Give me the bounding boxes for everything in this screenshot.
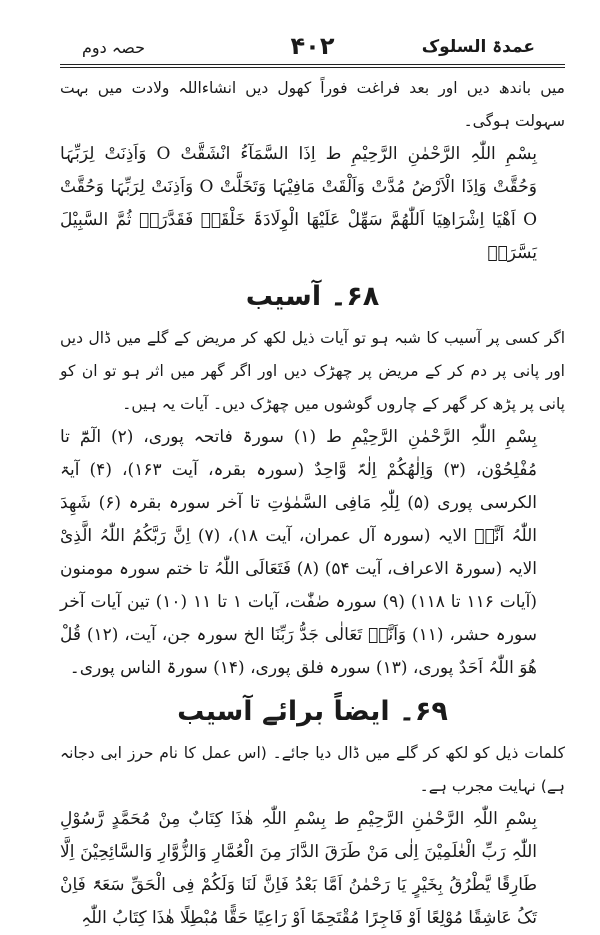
book-title: عمدۃ السلوک	[421, 37, 535, 57]
section-heading-68	[60, 274, 565, 320]
header-rule-top	[60, 64, 565, 65]
section-69-arabic-text: بِسْمِ اللّٰہِ الرَّحْمٰنِ الرَّحِیْمِ ط بِسْمِ اللّٰہِ ھٰذَا کِتَابٌ مِنْ مُحَمَّدٍ رَّسُوْلِ اللّٰہِ رَبِّ الْعٰلَمِیْنَ اِلٰی مَنْ طَرَقَ الدَّارَ مِنَ الْعُمَّارِ وَالزُّوَّارِ وَالسَّائِحِیْنَ اِلَّا طَارِقًا یَّطْرُقُ بِخَیْرٍ یَا رَحْمٰنُ اَمَّا بَعْدُ فَاِنَّ لَنَا وَلَکُمْ فِی الْحَقِّ سَعَۃً فَاِنْ تَکُ عَاشِقًا مُوْلِعًا اَوْ فَاجِرًا مُقْتَحِمًا اَوْ رَاعِیًا حَقًّا مُبْطِلًا ھٰذَا کِتَابُ اللّٰہِ	[60, 809, 537, 928]
continuation-text: میں باندھ دیں اور بعد فراغت فوراً کھول دیں انشاءاللہ ولادت میں بہت سہولت ہوگی۔	[60, 79, 565, 130]
heading-text: ۶۸۔ آسیب	[245, 281, 380, 312]
page-body	[60, 72, 565, 935]
section-label: حصہ دوم	[82, 38, 145, 57]
heading-text: ۶۹۔ ایضاً برائے آسیب	[177, 696, 448, 727]
header-rule-bottom	[60, 67, 565, 68]
section-68-verses: بِسْمِ اللّٰہِ الرَّحْمٰنِ الرَّحِیْمِ ط (۱) سورۃ فاتحہ پوری، (۲) الٓمّٓ تا مُفْلِحُوْن، (۳) وَاِلٰھُکُمْ اِلٰہٌ وَّاحِدٌ (سورہ بقرہ، آیت ۱۶۳)، (۴) آیۃ الکرسی پوری (۵) لِلّٰہِ مَافِی السَّمٰوٰتِ تا آخر سورہ بقرہ (۶) شَھِدَ اللّٰہُ اَنَّہٗ الایہ (سورہ آل عمران، آیت ۱۸)، (۷) اِنَّ رَبَّکُمُ اللّٰہُ الَّذِیْ الایہ (سورۃ الاعراف، آیت ۵۴) (۸) فَتَعَالَی اللّٰہُ تا ختم سورہ مومنون (آیات ۱۱۶ تا ۱۱۸) (۹) سورہ صٰفّٰت، آیات ۱ تا ۱۱ (۱۰) تین آیات آخر سورہ حشر، (۱۱) وَاَنَّہٗ تَعَالٰی جَدُّ رَبِّنَا الخ سورہ جن، آیت، (۱۲) قُلْ ھُوَ اللّٰہُ اَحَدٌ پوری، (۱۳) سورہ فلق پوری، (۱۴) سورۃ الناس پوری۔	[60, 427, 538, 678]
section-heading-69	[60, 689, 565, 735]
section-68-instructions: اگر کسی پر آسیب کا شبہ ہو تو آیات ذیل لکھ کر مریض کے گلے میں ڈال دیں اور پانی پر دم کر کے مریض پر چھڑک دیں اور اگر گھر میں اثر ہو تو ان کو پانی پر پڑھ کر گھر کے چاروں گوشوں میں چھڑک دیں۔ آیات یہ ہیں۔	[60, 329, 565, 413]
arabic-dua-delivery: بِسْمِ اللّٰہِ الرَّحْمٰنِ الرَّحِیْمِ ط اِذَا السَّمَآءُ انْشَقَّتْ O وَاَذِنَتْ لِرَبِّہَا وَحُقَّتْ وَاِذَا الْاَرْضُ مُدَّتْ وَاَلْقَتْ مَافِیْہَا وَتَخَلَّتْ O وَاَذِنَتْ لِرَبِّہَا وَحُقَّتْ O اَھْیَا اِشْرَاھِیَا اَللّٰھُمَّ سَھِّلْ عَلَیْھَا الْوِلَادَۃَ خَلْقَہٗ فَقَدَّرَہٗ ثُمَّ السَّبِیْلَ یَسَّرَہٗ	[60, 144, 538, 263]
section-69-instructions: کلمات ذیل کو لکھ کر گلے میں ڈال دیا جائے۔ (اس عمل کا نام حرز ابی دجانہ ہے) نہایت مجرب ہے۔	[60, 744, 565, 795]
page-number: ۴۰۲	[290, 32, 335, 60]
